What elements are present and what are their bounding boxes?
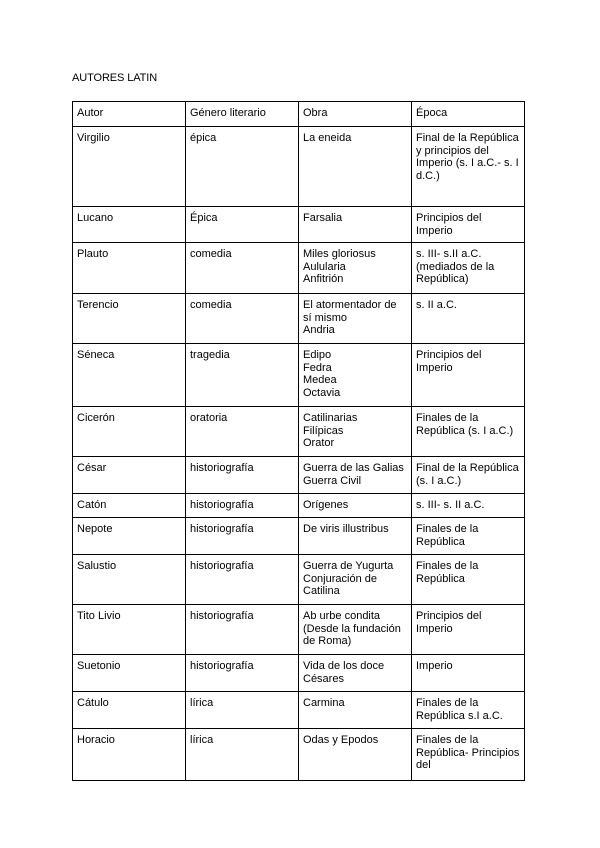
table-row	[73, 344, 525, 407]
cell-obra	[299, 457, 412, 494]
cell-epoca	[412, 605, 525, 655]
cell-obra-line: De viris illustribus	[303, 523, 389, 535]
cell-autor: Cicerón	[73, 407, 186, 457]
table-row	[73, 407, 525, 457]
table-row	[73, 243, 525, 294]
cell-epoca	[412, 243, 525, 294]
cell-obra	[299, 344, 412, 407]
cell-obra	[299, 127, 412, 207]
cell-epoca-line: s. III- s. II a.C.	[416, 499, 485, 511]
cell-epoca-line: Finales de la República s.I a.C.	[416, 697, 503, 722]
cell-autor: Suetonio	[73, 655, 186, 692]
cell-obra-line: Fedra	[303, 361, 332, 374]
cell-genero: historiografía	[186, 555, 299, 605]
cell-obra-line: La eneida	[303, 132, 352, 144]
cell-obra-line: Odas y Epodos	[303, 734, 379, 746]
cell-obra-line: Farsalia	[303, 212, 343, 224]
cell-epoca-line: s. II a.C.	[416, 299, 457, 311]
cell-autor: Plauto	[73, 243, 186, 294]
cell-epoca-line: Final de la República y principios del Imperio (s. I a.C.- s. I d.C.)	[416, 132, 519, 182]
cell-obra	[299, 518, 412, 555]
cell-autor: Virgilio	[73, 127, 186, 207]
header-genero: Género literario	[186, 102, 299, 127]
table-row	[73, 729, 525, 781]
cell-autor: Terencio	[73, 294, 186, 344]
cell-obra-line: Orator	[303, 437, 335, 449]
cell-obra	[299, 494, 412, 518]
cell-obra-line: El atormentador de sí mismo	[303, 299, 397, 324]
cell-obra-line: Carmina	[303, 697, 345, 709]
cell-obra-line: Aulularia	[303, 260, 346, 273]
cell-epoca-line: s. III- s.II a.C. (mediados de la República)	[416, 248, 495, 285]
table-row	[73, 605, 525, 655]
cell-genero: historiografía	[186, 655, 299, 692]
cell-genero: tragedia	[186, 344, 299, 407]
cell-epoca	[412, 294, 525, 344]
cell-obra	[299, 692, 412, 729]
cell-obra-line: Ab urbe condita (Desde la fundación de Roma)	[303, 610, 401, 647]
cell-epoca	[412, 692, 525, 729]
table-body	[73, 127, 525, 781]
table-row	[73, 655, 525, 692]
cell-obra	[299, 605, 412, 655]
cell-obra-line: Octavia	[303, 386, 341, 399]
cell-genero: Épica	[186, 207, 299, 243]
cell-obra-line: Orígenes	[303, 499, 349, 511]
cell-obra-line: Filípicas	[303, 424, 344, 437]
cell-genero: comedia	[186, 243, 299, 294]
authors-table	[72, 101, 525, 781]
cell-epoca-line: Principios del Imperio	[416, 212, 482, 237]
cell-genero: lírica	[186, 692, 299, 729]
table-row	[73, 127, 525, 207]
cell-epoca	[412, 457, 525, 494]
cell-epoca	[412, 729, 525, 781]
cell-epoca-line: Finales de la República- Principios del	[416, 734, 520, 771]
cell-obra	[299, 555, 412, 605]
table-row	[73, 207, 525, 243]
cell-autor: Nepote	[73, 518, 186, 555]
header-obra: Obra	[299, 102, 412, 127]
cell-autor: Séneca	[73, 344, 186, 407]
cell-obra	[299, 655, 412, 692]
cell-autor: Lucano	[73, 207, 186, 243]
cell-genero: lírica	[186, 729, 299, 781]
cell-obra-line: Anfitrión	[303, 273, 344, 285]
cell-obra-line: Catilinarias	[303, 412, 358, 424]
cell-epoca	[412, 344, 525, 407]
cell-autor: César	[73, 457, 186, 494]
cell-obra-line: Edipo	[303, 349, 332, 361]
cell-epoca	[412, 207, 525, 243]
cell-autor: Cátulo	[73, 692, 186, 729]
cell-genero: historiografía	[186, 518, 299, 555]
cell-epoca-line: Finales de la República (s. I a.C.)	[416, 412, 514, 437]
cell-obra-line: Guerra de las Galias	[303, 462, 404, 474]
header-epoca: Época	[412, 102, 525, 127]
cell-obra-line: Vida de los doce Césares	[303, 660, 385, 685]
cell-obra	[299, 207, 412, 243]
cell-obra-line: Miles gloriosus	[303, 248, 376, 260]
cell-epoca	[412, 127, 525, 207]
cell-obra	[299, 243, 412, 294]
cell-autor: Catón	[73, 494, 186, 518]
cell-obra-line: Medea	[303, 374, 337, 386]
cell-genero: historiografía	[186, 457, 299, 494]
cell-genero: comedia	[186, 294, 299, 344]
table-row	[73, 555, 525, 605]
cell-epoca-line: Final de la República (s. I a.C.)	[416, 462, 519, 487]
cell-epoca	[412, 655, 525, 692]
table-row	[73, 518, 525, 555]
cell-autor: Horacio	[73, 729, 186, 781]
cell-genero: historiografía	[186, 494, 299, 518]
table-row	[73, 457, 525, 494]
cell-epoca	[412, 518, 525, 555]
cell-epoca	[412, 494, 525, 518]
cell-obra	[299, 294, 412, 344]
cell-epoca-line: Principios del Imperio	[416, 349, 482, 374]
cell-obra	[299, 407, 412, 457]
cell-epoca-line: Finales de la República	[416, 560, 479, 585]
cell-epoca	[412, 555, 525, 605]
header-autor: Autor	[73, 102, 186, 127]
cell-genero: épica	[186, 127, 299, 207]
cell-obra	[299, 729, 412, 781]
cell-epoca	[412, 407, 525, 457]
cell-epoca-line: Imperio	[416, 660, 453, 672]
document-title: AUTORES LATIN	[72, 72, 158, 84]
cell-obra-line: Conjuración de Catilina	[303, 572, 377, 597]
cell-genero: historiografía	[186, 605, 299, 655]
table-header-row	[73, 102, 525, 127]
cell-genero: oratoria	[186, 407, 299, 457]
cell-epoca-line: Finales de la República	[416, 523, 479, 548]
cell-epoca-line: Principios del Imperio	[416, 610, 482, 635]
table-row	[73, 692, 525, 729]
cell-autor: Tito Livio	[73, 605, 186, 655]
table-row	[73, 294, 525, 344]
cell-obra-line: Guerra de Yugurta	[303, 560, 394, 572]
cell-obra-line: Andria	[303, 324, 335, 336]
cell-autor: Salustio	[73, 555, 186, 605]
table-row	[73, 494, 525, 518]
cell-obra-line: Guerra Civil	[303, 474, 362, 487]
